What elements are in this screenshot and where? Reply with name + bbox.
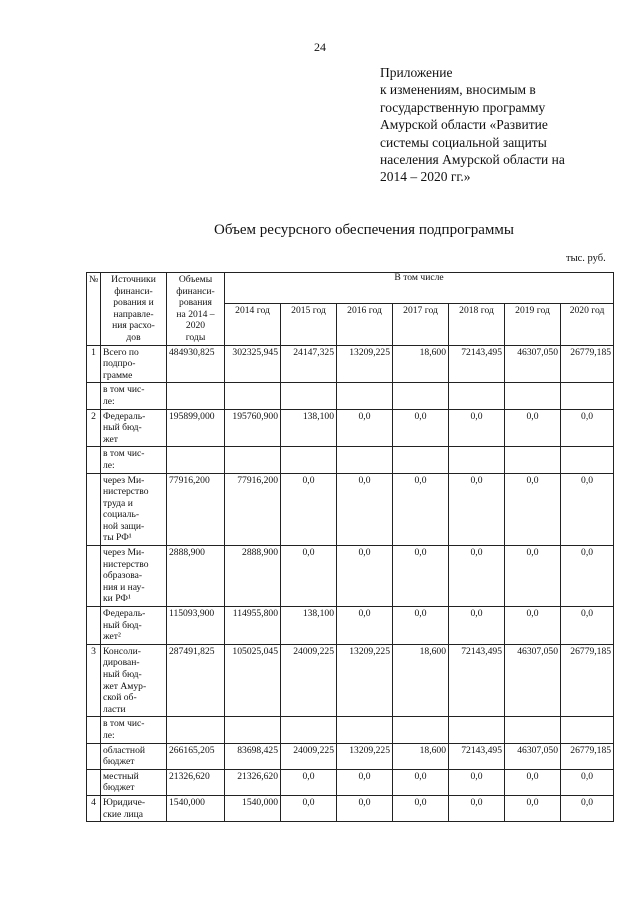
row-year-value	[561, 383, 614, 409]
header-year: 2015 год	[281, 304, 337, 345]
row-year-value: 13209,225	[337, 644, 393, 717]
row-year-value: 0,0	[561, 795, 614, 821]
row-year-value: 2888,900	[225, 546, 281, 607]
row-year-value: 0,0	[449, 409, 505, 447]
row-year-value: 46307,050	[505, 743, 561, 769]
row-total	[167, 447, 225, 473]
header-group: В том числе	[225, 273, 614, 304]
document-title: Объем ресурсного обеспечения подпрограммы	[214, 222, 514, 238]
row-year-value: 18,600	[393, 644, 449, 717]
row-year-value	[449, 383, 505, 409]
row-year-value: 0,0	[337, 409, 393, 447]
row-year-value: 21326,620	[225, 769, 281, 795]
row-source: Федераль- ный бюд- жет	[101, 409, 167, 447]
appendix-line: 2014 – 2020 гг.»	[380, 169, 471, 185]
table-row	[87, 717, 614, 743]
row-total: 195899,000	[167, 409, 225, 447]
row-number: 1	[87, 345, 101, 383]
row-source: Федераль- ный бюд- жет²	[101, 607, 167, 645]
row-year-value: 77916,200	[225, 473, 281, 546]
row-year-value	[225, 447, 281, 473]
row-year-value: 0,0	[337, 769, 393, 795]
appendix-line: населения Амурской области на	[380, 152, 565, 168]
row-year-value: 0,0	[281, 473, 337, 546]
header-source: Источники финанси- рования и направле- ния расхо- дов	[101, 273, 167, 346]
row-year-value	[393, 717, 449, 743]
row-year-value: 0,0	[337, 607, 393, 645]
appendix-line: системы социальной защиты	[380, 134, 547, 150]
row-year-value	[337, 447, 393, 473]
row-year-value: 0,0	[505, 473, 561, 546]
row-year-value: 0,0	[505, 546, 561, 607]
row-year-value: 302325,945	[225, 345, 281, 383]
table-row	[87, 345, 614, 383]
header-year: 2016 год	[337, 304, 393, 345]
table-row	[87, 409, 614, 447]
row-year-value: 18,600	[393, 743, 449, 769]
row-year-value: 83698,425	[225, 743, 281, 769]
row-year-value: 0,0	[281, 546, 337, 607]
row-year-value: 0,0	[505, 795, 561, 821]
appendix-line: Амурской области «Развитие	[380, 117, 548, 133]
row-year-value: 0,0	[505, 769, 561, 795]
row-year-value	[225, 717, 281, 743]
table-row	[87, 447, 614, 473]
row-year-value	[337, 383, 393, 409]
row-year-value: 0,0	[281, 795, 337, 821]
appendix-line: Приложение	[380, 65, 453, 80]
row-year-value	[561, 717, 614, 743]
row-year-value: 24147,325	[281, 345, 337, 383]
row-total: 1540,000	[167, 795, 225, 821]
row-year-value: 0,0	[449, 769, 505, 795]
row-year-value: 105025,045	[225, 644, 281, 717]
row-year-value: 0,0	[561, 409, 614, 447]
row-year-value: 13209,225	[337, 743, 393, 769]
row-year-value: 0,0	[337, 473, 393, 546]
row-total	[167, 383, 225, 409]
table-row	[87, 769, 614, 795]
row-source: в том чис- ле:	[101, 383, 167, 409]
row-total: 21326,620	[167, 769, 225, 795]
row-number	[87, 383, 101, 409]
row-year-value: 0,0	[393, 409, 449, 447]
row-year-value: 138,100	[281, 409, 337, 447]
row-year-value: 0,0	[393, 607, 449, 645]
row-year-value: 0,0	[393, 473, 449, 546]
row-source: в том чис- ле:	[101, 447, 167, 473]
row-year-value	[449, 717, 505, 743]
row-number: 3	[87, 644, 101, 717]
table-row	[87, 473, 614, 546]
row-year-value: 0,0	[561, 473, 614, 546]
header-row-group	[87, 273, 614, 304]
row-year-value: 0,0	[449, 795, 505, 821]
row-year-value	[225, 383, 281, 409]
row-year-value: 138,100	[281, 607, 337, 645]
row-year-value: 0,0	[393, 769, 449, 795]
row-number	[87, 607, 101, 645]
header-year: 2019 год	[505, 304, 561, 345]
units-label: тыс. руб.	[566, 253, 606, 264]
row-total: 266165,205	[167, 743, 225, 769]
table-row	[87, 644, 614, 717]
header-no: №	[87, 273, 101, 346]
row-year-value: 114955,800	[225, 607, 281, 645]
row-year-value: 0,0	[449, 607, 505, 645]
header-year: 2020 год	[561, 304, 614, 345]
row-number: 2	[87, 409, 101, 447]
row-year-value: 0,0	[393, 546, 449, 607]
row-number	[87, 717, 101, 743]
row-year-value: 18,600	[393, 345, 449, 383]
row-source: в том чис- ле:	[101, 717, 167, 743]
row-number: 4	[87, 795, 101, 821]
table-row	[87, 743, 614, 769]
page-number: 24	[314, 40, 326, 54]
row-year-value: 0,0	[449, 546, 505, 607]
row-year-value	[337, 717, 393, 743]
row-year-value: 0,0	[505, 409, 561, 447]
row-year-value: 13209,225	[337, 345, 393, 383]
row-source: областной бюджет	[101, 743, 167, 769]
table-row	[87, 795, 614, 821]
row-year-value	[281, 717, 337, 743]
row-total: 115093,900	[167, 607, 225, 645]
row-year-value: 0,0	[561, 607, 614, 645]
row-year-value	[281, 383, 337, 409]
row-total	[167, 717, 225, 743]
row-source: местный бюджет	[101, 769, 167, 795]
row-year-value: 72143,495	[449, 644, 505, 717]
table-row	[87, 607, 614, 645]
row-year-value	[393, 383, 449, 409]
row-year-value	[449, 447, 505, 473]
financing-table	[86, 272, 614, 822]
row-total: 77916,200	[167, 473, 225, 546]
row-year-value: 0,0	[281, 769, 337, 795]
row-year-value: 1540,000	[225, 795, 281, 821]
row-year-value: 46307,050	[505, 345, 561, 383]
row-source: Всего по подпро- грамме	[101, 345, 167, 383]
header-year: 2014 год	[225, 304, 281, 345]
row-number	[87, 473, 101, 546]
row-year-value: 46307,050	[505, 644, 561, 717]
row-year-value: 0,0	[561, 546, 614, 607]
row-year-value: 0,0	[337, 795, 393, 821]
row-number	[87, 743, 101, 769]
row-year-value	[393, 447, 449, 473]
row-source: Юридиче- ские лица	[101, 795, 167, 821]
row-year-value: 0,0	[337, 546, 393, 607]
appendix-line: государственную программу	[380, 99, 546, 115]
row-source: через Ми- нистерство образова- ния и нау- ки РФ¹	[101, 546, 167, 607]
row-number	[87, 769, 101, 795]
row-source: Консоли- дирован- ный бюд- жет Амур- ской об- ласти	[101, 644, 167, 717]
row-year-value	[281, 447, 337, 473]
appendix-block	[380, 64, 610, 186]
header-year: 2017 год	[393, 304, 449, 345]
header-total: Объемы финанси- рования на 2014 – 2020 годы	[167, 273, 225, 346]
row-year-value	[505, 717, 561, 743]
row-number	[87, 447, 101, 473]
row-number	[87, 546, 101, 607]
table-row	[87, 383, 614, 409]
row-total: 287491,825	[167, 644, 225, 717]
row-year-value	[505, 447, 561, 473]
row-year-value: 0,0	[449, 473, 505, 546]
row-year-value: 24009,225	[281, 743, 337, 769]
row-year-value: 26779,185	[561, 743, 614, 769]
row-year-value: 24009,225	[281, 644, 337, 717]
row-total: 484930,825	[167, 345, 225, 383]
header-year: 2018 год	[449, 304, 505, 345]
row-year-value: 26779,185	[561, 345, 614, 383]
row-year-value: 0,0	[393, 795, 449, 821]
appendix-line: к изменениям, вносимым в	[380, 82, 536, 98]
row-year-value	[561, 447, 614, 473]
row-year-value	[505, 383, 561, 409]
table-row	[87, 546, 614, 607]
row-total: 2888,900	[167, 546, 225, 607]
row-year-value: 72143,495	[449, 743, 505, 769]
row-year-value: 195760,900	[225, 409, 281, 447]
row-source: через Ми- нистерство труда и социаль- ной защи- ты РФ¹	[101, 473, 167, 546]
row-year-value: 0,0	[561, 769, 614, 795]
row-year-value: 0,0	[505, 607, 561, 645]
row-year-value: 26779,185	[561, 644, 614, 717]
row-year-value: 72143,495	[449, 345, 505, 383]
table-body	[87, 345, 614, 822]
